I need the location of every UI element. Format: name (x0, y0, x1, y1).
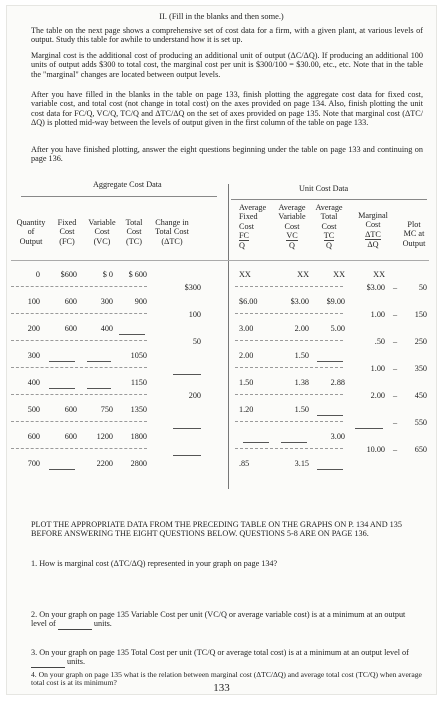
cell-vc: $ 0 (102, 270, 113, 279)
cell-plot-mc-output: 550 (414, 418, 427, 427)
blank-afc[interactable] (243, 442, 269, 443)
plot-dash: – (392, 445, 398, 454)
cell-tc: $ 600 (128, 270, 147, 279)
cell-fc: 600 (64, 324, 77, 333)
table-divider (228, 184, 229, 489)
header-fixed-cost: Fixed Cost (FC) (57, 218, 77, 246)
cell-marginal-cost: 2.00 (370, 391, 385, 400)
plot-instructions: PLOT THE APPROPRIATE DATA FROM THE PRECEDING TABLE ON THE GRAPHS ON P. 134 AND 135 BEFORE ANSWERING THE EIGHT QUESTIONS BELOW. QUESTIONS 5-8 ARE ON PAGE 136. (31, 520, 402, 539)
cell-change-total-cost: 200 (188, 391, 201, 400)
cell-marginal-cost: 1.00 (370, 364, 385, 373)
cell-fc: 600 (64, 297, 77, 306)
blank-change-total-cost[interactable] (173, 455, 201, 456)
header-rule (11, 260, 429, 261)
cell-afc: 1.20 (239, 405, 254, 414)
blank-change-total-cost[interactable] (173, 374, 201, 375)
marginal-cost-paragraph: Marginal cost is the additional cost of producing an additional unit of output (ΔC/ΔQ). If producing an additional 100 units of output adds $300 to total cost, the marginal cost per unit is $300/100 = $30.00, etc., etc. Note that in the table the "marginal" changes are located between output levels. (31, 51, 423, 79)
question-4: 4. On your graph on page 135 what is the relation between marginal cost (ΔTC/ΔQ) and average total cost (TC/Q) when average total cost is at its minimum? (31, 670, 422, 687)
cell-avc: 3.15 (294, 459, 309, 468)
cell-fc: $600 (60, 270, 77, 279)
cell-afc: .85 (239, 459, 250, 468)
cell-change-total-cost: 50 (192, 337, 201, 346)
aggregate-underline (21, 196, 217, 197)
row-separator (11, 394, 147, 395)
row-separator (235, 286, 343, 287)
unit-underline (231, 199, 427, 200)
row-separator (235, 394, 343, 395)
cell-avc: $3.00 (290, 297, 309, 306)
question-2-units: units. (93, 619, 112, 629)
question-3 (31, 648, 423, 668)
cell-afc: XX (239, 270, 251, 279)
blank-marginal-cost[interactable] (355, 428, 383, 429)
cell-atc: XX (333, 270, 345, 279)
cell-vc: 750 (100, 405, 113, 414)
header-quantity: Quantity of Output (16, 218, 46, 246)
question-2-answer-blank[interactable] (58, 619, 92, 629)
cell-afc: 3.00 (239, 324, 254, 333)
cell-tc: 1050 (130, 351, 147, 360)
cell-plot-mc-output: 650 (414, 445, 427, 454)
aggregate-cost-label: Aggregate Cost Data (93, 180, 162, 189)
cell-q: 100 (27, 297, 40, 306)
cell-plot-mc-output: 350 (414, 364, 427, 373)
header-total-cost: Total Cost (TC) (125, 218, 143, 246)
row-separator (235, 313, 343, 314)
plot-dash: – (392, 391, 398, 400)
cell-atc: 5.00 (330, 324, 345, 333)
cell-vc: 400 (100, 324, 113, 333)
cell-atc: 3.00 (330, 432, 345, 441)
cell-marginal-cost: 10.00 (366, 445, 385, 454)
question-3-units: units. (67, 657, 86, 667)
blank-tc[interactable] (119, 334, 145, 335)
header-plot-mc: Plot MC at Output (402, 220, 426, 248)
plot-dash: – (392, 310, 398, 319)
row-separator (11, 448, 147, 449)
cell-vc: 2200 (96, 459, 113, 468)
section-title: II. (Fill in the blanks and then some.) (159, 12, 284, 21)
blank-fc[interactable] (49, 388, 75, 389)
row-separator (11, 340, 147, 341)
cell-q: 600 (27, 432, 40, 441)
blank-fc[interactable] (49, 469, 75, 470)
blank-fc[interactable] (49, 361, 75, 362)
header-marginal-cost: Marginal Cost ΔTC ΔQ (358, 211, 388, 250)
plot-dash: – (392, 283, 398, 292)
question-3-answer-blank[interactable] (31, 657, 65, 667)
row-separator (11, 286, 147, 287)
cell-tc: 1150 (130, 378, 147, 387)
cell-atc: $9.00 (326, 297, 345, 306)
cell-tc: 1350 (130, 405, 147, 414)
blank-atc[interactable] (317, 415, 343, 416)
cell-q: 300 (27, 351, 40, 360)
page-number: 133 (213, 682, 230, 694)
plot-dash: – (392, 364, 398, 373)
question-2 (31, 610, 423, 630)
cell-q: 0 (35, 270, 40, 279)
cell-afc: 1.50 (239, 378, 254, 387)
after-plotting-paragraph: After you have finished plotting, answer the eight questions beginning under the table on page 133 and continuing on page 136. (31, 145, 423, 164)
blank-atc[interactable] (317, 469, 343, 470)
row-separator (235, 421, 343, 422)
header-change-total-cost: Change in Total Cost (ΔTC) (155, 218, 189, 246)
cell-q: 500 (27, 405, 40, 414)
unit-cost-label: Unit Cost Data (299, 184, 349, 193)
cell-q: 200 (27, 324, 40, 333)
blank-avc[interactable] (281, 442, 307, 443)
cell-marginal-cost: 1.00 (370, 310, 385, 319)
cell-tc: 2800 (130, 459, 147, 468)
cell-plot-mc-output: 250 (414, 337, 427, 346)
blank-vc[interactable] (87, 361, 111, 362)
cell-marginal-cost: $3.00 (366, 283, 385, 292)
cell-marginal-cost: .50 (374, 337, 385, 346)
row-separator (235, 448, 343, 449)
row-separator (11, 313, 147, 314)
cell-q: 400 (27, 378, 40, 387)
header-average-variable-cost: Average Variable Cost VC Q (278, 203, 306, 251)
cell-tc: 1800 (130, 432, 147, 441)
row-separator (235, 367, 343, 368)
header-variable-cost: Variable Cost (VC) (88, 218, 116, 246)
row-separator (11, 367, 147, 368)
header-average-total-cost: Average Total Cost TC Q (315, 203, 343, 251)
cell-atc: 2.88 (330, 378, 345, 387)
cell-avc: 1.50 (294, 351, 309, 360)
cell-avc: 1.38 (294, 378, 309, 387)
question-3-text: 3. On your graph on page 135 Total Cost per unit (TC/Q or average total cost) is at a minimum at an output level of (31, 648, 409, 657)
cell-afc: 2.00 (239, 351, 254, 360)
plotting-paragraph: After you have filled in the blanks in the table on page 133, finish plotting the aggregate cost data for fixed cost, variable cost, and total cost (not change in total cost) on the axes provided on page 134. Also, finish plotting the unit cost data for FC/Q, VC/Q, TC/Q and ΔTC/ΔQ on the set of axes provided on page 135. Note that marginal cost (ΔTC/ΔQ) is plotted mid-way between the levels of output given in the first column of the table on page 133. (31, 90, 423, 128)
row-separator (235, 340, 343, 341)
cell-avc: 2.00 (294, 324, 309, 333)
intro-paragraph: The table on the next page shows a comprehensive set of cost data for a firm, with a given plant, at various levels of output. Study this table for awhile to understand how it is set up. (31, 26, 423, 45)
cell-plot-mc-output: 50 (418, 283, 427, 292)
cell-fc: 600 (64, 405, 77, 414)
question-2-text: 2. On your graph on page 135 Variable Cost per unit (VC/Q or average variable cost) is at a minimum at an output level of (31, 610, 406, 629)
cell-fc: 600 (64, 432, 77, 441)
blank-atc[interactable] (317, 361, 343, 362)
cell-avc: 1.50 (294, 405, 309, 414)
cell-tc: 900 (134, 297, 147, 306)
cell-avc: XX (297, 270, 309, 279)
worksheet-page (6, 5, 437, 695)
plot-dash: – (392, 337, 398, 346)
cell-vc: 300 (100, 297, 113, 306)
blank-vc[interactable] (87, 388, 111, 389)
cell-plot-mc-output: 150 (414, 310, 427, 319)
row-separator (11, 421, 147, 422)
header-average-fixed-cost: Average Fixed Cost FC Q (239, 203, 267, 251)
blank-change-total-cost[interactable] (173, 428, 201, 429)
cell-vc: 1200 (96, 432, 113, 441)
cell-afc: $6.00 (239, 297, 258, 306)
cell-change-total-cost: 100 (188, 310, 201, 319)
cell-change-total-cost: $300 (184, 283, 201, 292)
cell-q: 700 (27, 459, 40, 468)
cell-plot-mc-output: 450 (414, 391, 427, 400)
question-1: 1. How is marginal cost (ΔTC/ΔQ) represented in your graph on page 134? (31, 559, 278, 568)
cell-marginal-cost: XX (373, 270, 385, 279)
plot-dash: – (392, 418, 398, 427)
